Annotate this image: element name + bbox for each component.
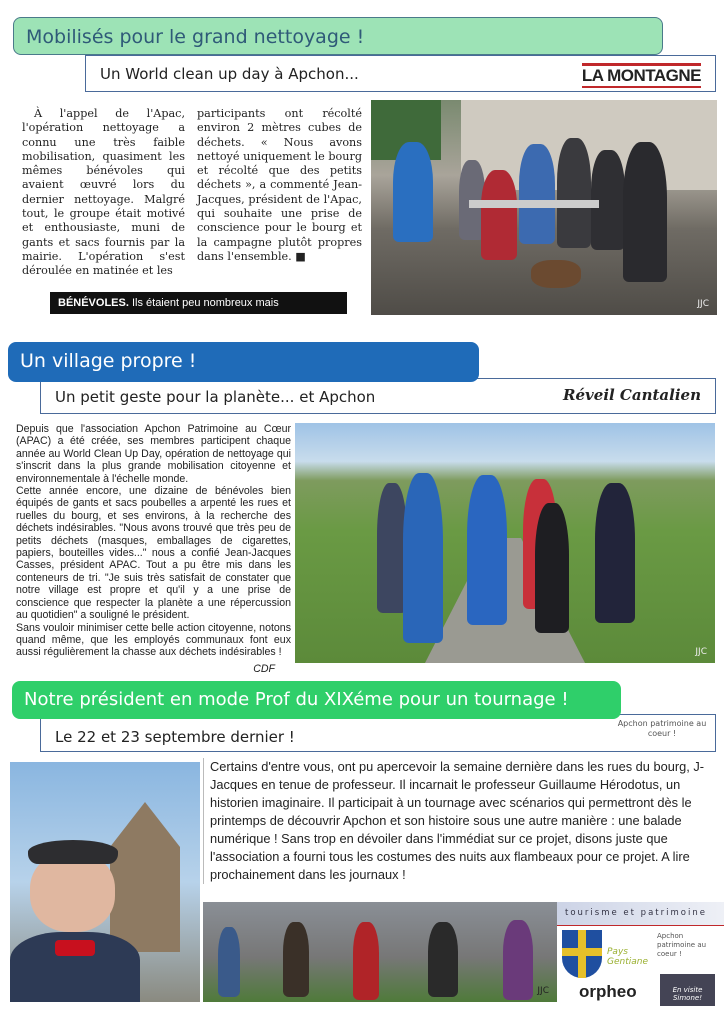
section2-title: Un village propre !	[8, 342, 479, 382]
apchon-logo: Apchon patrimoine au coeur !	[617, 719, 707, 738]
section2-subtitle: Un petit geste pour la planète... et Apchon	[55, 388, 376, 406]
section1-title: Mobilisés pour le grand nettoyage !	[13, 17, 663, 55]
apchon-partner-logo: Apchon patrimoine au coeur !	[657, 932, 707, 958]
pays-gentiane-logo: Pays Gentiane	[607, 947, 649, 967]
volunteers-photo-2	[295, 423, 715, 663]
section3-subtitle: Le 22 et 23 septembre dernier !	[55, 728, 295, 746]
photo-credit: JJC	[695, 647, 707, 657]
section1-col2: participants ont récolté environ 2 mètres cubes de déchets. « Nous avons nettoyé uniquement le bourg et récolté que des petits déchets », a commenté Jean-Jacques, président de l'Apac, qui souhaite une prise de conscience pour le bourg et la campagne plutôt propres dans l'ensemble. ■	[197, 107, 362, 263]
orpheo-logo: orpheo	[579, 982, 637, 1001]
section1-subtitle: Un World clean up day à Apchon...	[100, 65, 359, 83]
caption-bold: BÉNÉVOLES.	[58, 297, 129, 309]
professor-photo	[10, 762, 200, 1002]
section2-paragraph: Sans vouloir minimiser cette belle action citoyenne, notons quand même, que les employés communaux font eux aussi régulièrement la chasse aux déchets indésirables !	[16, 621, 291, 659]
section1-subtitle-bar	[85, 55, 716, 92]
caption-text: Ils étaient peu nombreux mais enthousiastes.	[58, 297, 279, 331]
section3-article: Certains d'entre vous, ont pu apercevoir la semaine dernière dans les rues du bourg, J-Jacques en tenue de professeur. Il incarnait le professeur Guillaume Hérodotus, un historien imaginaire. Il participait à un tournage avec scénarios qui permettront dès le printemps de découvrir Apchon et son histoire sous une autre manière : une balade numérique ! Sans trop en dévoiler dans l'immédiat sur ce projet, disons juste que l'association a fourni tous les costumes des nuits aux flambeaux pour ce projet. A lire prochainement dans les journaux !	[203, 758, 724, 884]
section2-subtitle-bar	[40, 378, 716, 414]
reveil-cantalien-logo: Réveil Cantalien	[563, 386, 701, 404]
partners-banner: tourisme et patrimoine	[557, 902, 724, 926]
costume-photos-strip	[203, 902, 557, 1002]
section2-paragraph: Depuis que l'association Apchon Patrimoine au Cœur (APAC) a été créée, ses membres participent chaque année au World Clean Up Day, opération de nettoyage qui s'inscrit dans la plus grande mobilisation citoyenne et environnementale à l'échelle monde.	[16, 423, 291, 485]
simone-logo: En visite Simone!	[660, 974, 715, 1006]
section2-paragraph: Cette année encore, une dizaine de bénévoles bien équipés de gants et sacs poubelles a arpenté les rues et ruelles du bourg, et ses environs, à la recherche des déchets indésirables. "Nous avons trouvé que très peu de petits déchets (masques, emballages de cigarettes, papiers, bouteilles vides..." nous a confié Jean-Jacques Casses, président APAC. Tout a pu être mis dans les conteneurs de tri. "Je suis très satisfait de constater que notre village est propre et qu'il y a une prise de conscience que respecter la planète a une répercussion au quotidien" a souligné le président.	[16, 485, 291, 622]
la-montagne-logo: LA MONTAGNE	[582, 63, 701, 88]
photo-credit: JJC	[537, 986, 549, 996]
section3-subtitle-bar	[40, 714, 716, 752]
volunteers-photo-1	[371, 100, 717, 315]
section1-caption	[50, 292, 347, 331]
coat-of-arms	[562, 930, 602, 978]
photo-credit: JJC	[697, 299, 709, 309]
partners-panel	[557, 902, 724, 1012]
section1-col1: À l'appel de l'Apac, l'opération nettoyage a connu une très faible mobilisation, quasiment les mêmes bénévoles qui avaient œuvré lors du dernier nettoyage. Malgré tout, le groupe était motivé et enthousiaste, muni de gants et sacs fournis par la mairie. L'opération s'est déroulée en matinée et les	[22, 107, 185, 278]
section2-article	[16, 423, 291, 675]
section3-title: Notre président en mode Prof du XIXéme pour un tournage !	[12, 681, 621, 719]
section2-signature: CDF	[253, 662, 275, 675]
